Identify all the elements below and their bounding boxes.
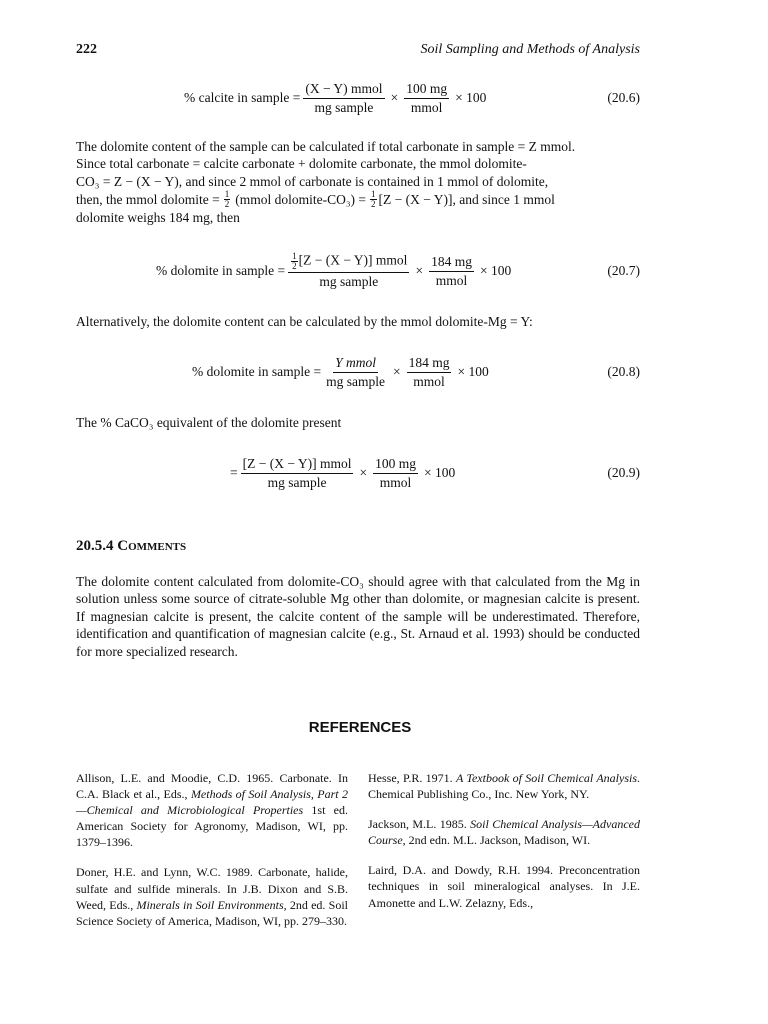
- section-title: Comments: [117, 538, 187, 554]
- fraction-numerator: [Z − (X − Y)] mmol: [241, 456, 354, 474]
- fraction-numerator: 1: [371, 189, 376, 200]
- fraction-numerator: 1: [224, 189, 230, 200]
- fraction-denominator: mg sample: [267, 474, 327, 490]
- half-fraction: [224, 190, 231, 209]
- reference-text: Doner, H.E. and Lynn, W.C. 1989. Carbonate, halide, sulfate and sulfide minerals. In J.B. Dixon and S.B. Weed, Eds.,: [76, 865, 348, 912]
- times-sign: ×: [415, 263, 424, 278]
- reference-text: Laird, D.A. and Dowdy, R.H. 1994. Preconcentration techniques in soil mineralogical analyses. In J.E. Amonette and L.W. Zelazny, Eds.,: [368, 863, 640, 910]
- equation-tail: × 100: [455, 90, 487, 105]
- equation-lhs: % dolomite in sample =: [156, 263, 286, 278]
- paragraph-alternative: Alternatively, the dolomite content can be calculated by the mmol dolomite-Mg = Y:: [76, 314, 533, 329]
- reference-entry: [76, 770, 348, 850]
- paragraph-caco3-equivalent: The % CaCO₃ equivalent of the dolomite present: [76, 415, 342, 430]
- reference-title: Minerals in Soil Environments: [136, 897, 284, 912]
- fraction: [241, 456, 354, 491]
- reference-entry: [76, 864, 348, 928]
- section-number: 20.5.4: [76, 538, 114, 554]
- text-segment: (mmol dolomite-CO₃) =: [235, 192, 367, 208]
- times-sign: ×: [390, 90, 399, 105]
- fraction: [324, 355, 387, 390]
- equation-number: (20.7): [607, 263, 640, 278]
- fraction: [373, 456, 418, 491]
- equation-lhs: % dolomite in sample =: [192, 364, 322, 379]
- equation-tail: × 100: [457, 364, 489, 379]
- references-column-left: [76, 770, 348, 943]
- fraction-denominator: mmol: [410, 99, 443, 115]
- equation-number: (20.6): [607, 90, 640, 105]
- reference-title: A Textbook of Soil Chemical Analysis: [455, 771, 637, 785]
- fraction-denominator: 2: [224, 199, 230, 210]
- fraction-numerator: 184 mg: [429, 254, 474, 272]
- text-line: Since total carbonate = calcite carbonate + dolomite carbonate, the mmol dolomite-: [76, 156, 527, 172]
- fraction-denominator: mmol: [413, 373, 445, 389]
- reference-entry: [368, 816, 640, 848]
- fraction: [288, 252, 409, 290]
- running-title: Soil Sampling and Methods of Analysis: [420, 42, 640, 57]
- fraction: [303, 81, 384, 116]
- reference-title: Methods of Soil Analysis, Part 2—Chemical and Microbiological Properties: [76, 787, 348, 818]
- fraction-numerator: 184 mg: [407, 355, 452, 373]
- times-sign: ×: [392, 364, 401, 379]
- reference-title: Soil Chemical Analysis—Advanced Course: [368, 817, 640, 848]
- equation-tail: × 100: [423, 465, 456, 480]
- paragraph-comments: The dolomite content calculated from dolomite-CO₃ should agree with that calculated from the Mg in solution unless some source of citrate-soluble Mg other than dolomite, or magnesian calcite is present. If magnesian calcite is present, the calcite content of the sample will be underestimated. Therefore, identification and quantification of magnesian calcite (e.g., St. Arnaud et al. 1993) should be conducted for more specialized research.: [76, 574, 640, 659]
- fraction-numerator: 100 mg: [404, 81, 449, 99]
- reference-text: , 2nd ed. Soil Science Society of America, Madison, WI, pp. 279–330.: [76, 897, 348, 928]
- text-line: CO₃ = Z − (X − Y), and since 2 mmol of carbonate is contained in 1 mmol of dolomite,: [76, 173, 549, 189]
- fraction: [404, 81, 449, 116]
- equation-lhs: =: [230, 465, 238, 480]
- fraction-denominator: mmol: [379, 474, 412, 490]
- fraction-denominator: mmol: [435, 272, 468, 288]
- fraction-denominator: 2: [371, 199, 376, 210]
- equation-number: (20.8): [607, 364, 640, 379]
- equation-number: (20.9): [607, 465, 640, 480]
- numerator-text: [Z − (X − Y)] mmol: [298, 252, 408, 268]
- fraction-numerator: (X − Y) mmol: [303, 81, 384, 99]
- fraction-numerator: 100 mg: [373, 456, 418, 474]
- half-fraction: [291, 252, 298, 271]
- fraction-numerator: 1: [292, 251, 297, 261]
- fraction-denominator: mg sample: [319, 274, 379, 289]
- fraction-numerator: Y mmol: [333, 355, 378, 373]
- times-sign: ×: [359, 465, 368, 480]
- fraction-denominator: mg sample: [326, 373, 385, 389]
- section-heading: [76, 538, 186, 555]
- reference-text: . Chemical Publishing Co., Inc. New York, NY.: [368, 771, 640, 802]
- page-number: 222: [76, 42, 97, 57]
- reference-text: 1st ed. American Society for Agronomy, Madison, WI, pp. 1379–1396.: [76, 803, 348, 850]
- paragraph-dolomite-calculation: [76, 138, 640, 227]
- references-heading: REFERENCES: [308, 719, 412, 736]
- fraction: [429, 254, 474, 289]
- equation-20-8: [76, 354, 640, 390]
- text-line: dolomite weighs 184 mg, then: [76, 210, 240, 226]
- reference-text: Hesse, P.R. 1971.: [368, 771, 456, 785]
- fraction-numerator: [288, 252, 409, 273]
- text-segment: [Z − (X − Y)], and since 1 mmol: [378, 192, 555, 208]
- fraction: [407, 355, 452, 390]
- equation-20-7: [76, 252, 640, 290]
- references-column-right: [368, 770, 640, 925]
- text-line: The dolomite content of the sample can be calculated if total carbonate in sample = Z mmol.: [76, 139, 576, 154]
- equation-20-6: [76, 80, 640, 116]
- equation-20-9: [76, 455, 640, 491]
- text-line: [76, 190, 640, 209]
- fraction-denominator: mg sample: [314, 99, 374, 115]
- reference-text: , 2nd edn. M.L. Jackson, Madison, WI.: [402, 833, 591, 848]
- reference-text: Jackson, M.L. 1985.: [368, 817, 471, 832]
- text-segment: then, the mmol dolomite =: [76, 192, 220, 208]
- reference-entry: [368, 770, 640, 802]
- fraction-denominator: 2: [292, 261, 297, 271]
- reference-entry: [368, 862, 640, 910]
- reference-text: Allison, L.E. and Moodie, C.D. 1965. Carbonate. In C.A. Black et al., Eds.,: [76, 771, 348, 802]
- half-fraction: [370, 190, 377, 209]
- equation-lhs: % calcite in sample =: [184, 90, 301, 105]
- equation-tail: × 100: [479, 263, 512, 278]
